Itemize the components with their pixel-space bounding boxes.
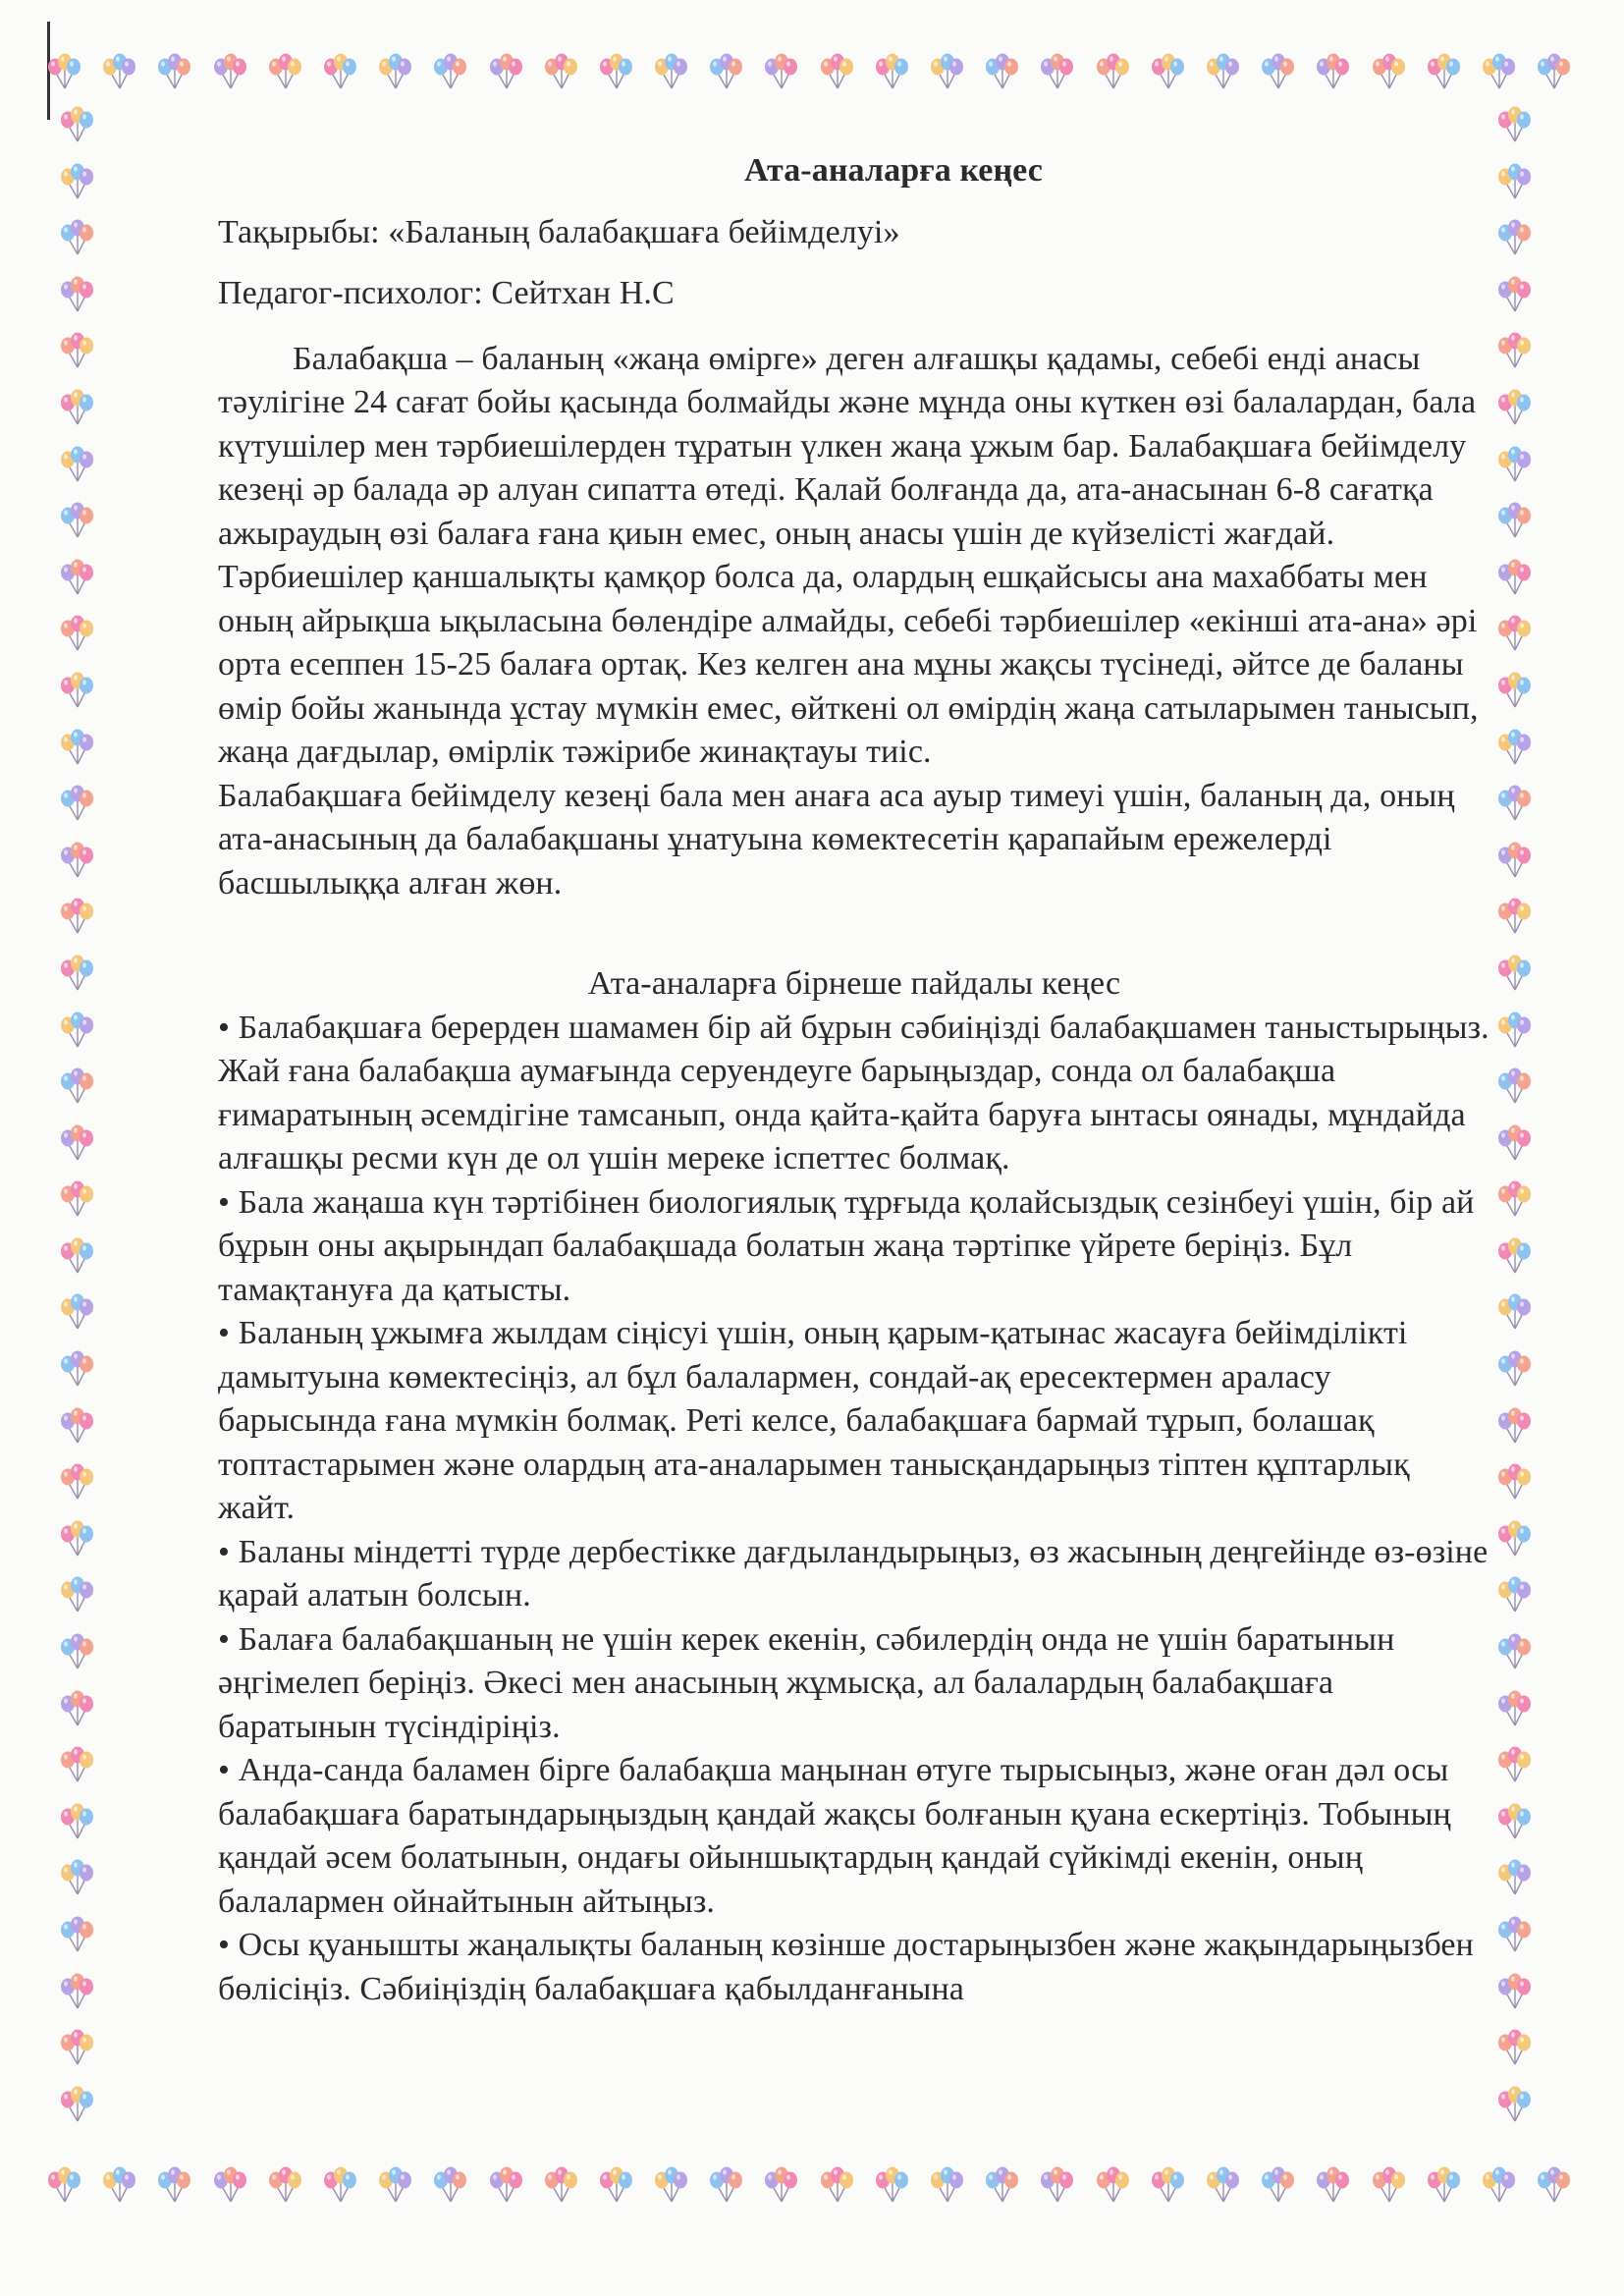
balloon-bunch-icon [429, 53, 470, 92]
balloon-bunch-icon [56, 559, 97, 598]
tip-item: • Балаға балабақшаның не үшін керек екенін, сәбилердің онда не үшін баратынын әңгімелеп беріңіз. Әкесі мен анасының жұмысқа, ал балалардың балабақшаға баратынын түсіндіріңіз. [218, 1620, 1395, 1745]
balloon-bunch-icon [56, 1520, 97, 1559]
balloon-bunch-icon [1493, 276, 1535, 315]
balloon-bunch-icon [1493, 1916, 1535, 1955]
balloon-bunch-icon [1493, 898, 1535, 937]
balloon-bunch-icon [56, 1350, 97, 1390]
balloon-bunch-icon [1312, 2166, 1353, 2206]
balloon-bunch-icon [1533, 53, 1574, 92]
balloon-bunch-icon [1493, 842, 1535, 881]
balloon-bunch-icon [705, 53, 746, 92]
tip-item: • Осы қуанышты жаңалықты баланың көзінше достарыңызбен және жақындарыңызбен бөлісіңіз. Сәбиіңіздің балабақшаға қабылданғанына [218, 1927, 1474, 2007]
balloon-border-bottom [43, 2164, 1585, 2208]
balloon-bunch-icon [1036, 53, 1077, 92]
balloon-bunch-icon [153, 2166, 194, 2206]
balloon-bunch-icon [595, 53, 636, 92]
balloon-bunch-icon [319, 53, 360, 92]
balloon-bunch-icon [1493, 1011, 1535, 1051]
balloon-bunch-icon [56, 1916, 97, 1955]
balloon-bunch-icon [540, 2166, 581, 2206]
balloon-bunch-icon [56, 672, 97, 711]
balloon-bunch-icon [1147, 53, 1188, 92]
balloon-bunch-icon [1493, 163, 1535, 202]
balloon-bunch-icon [429, 2166, 470, 2206]
balloon-bunch-icon [1493, 1690, 1535, 1729]
balloon-bunch-icon [1493, 389, 1535, 428]
balloon-bunch-icon [56, 898, 97, 937]
balloon-bunch-icon [43, 53, 84, 92]
balloon-bunch-icon [1493, 1859, 1535, 1898]
balloon-bunch-icon [56, 1237, 97, 1277]
balloon-bunch-icon [1092, 2166, 1133, 2206]
balloon-bunch-icon [1533, 2166, 1574, 2206]
balloon-bunch-icon [650, 2166, 691, 2206]
balloon-bunch-icon [1493, 785, 1535, 824]
balloon-bunch-icon [1493, 1350, 1535, 1390]
balloon-bunch-icon [1312, 53, 1353, 92]
balloon-bunch-icon [1493, 2029, 1535, 2068]
balloon-bunch-icon [1478, 53, 1519, 92]
balloon-bunch-icon [1257, 53, 1298, 92]
tip-item: • Баланы міндетті түрде дербестікке дағдыландырыңыз, өз жасының деңгейінде өз-өзіне қарай алатын болсын. [218, 1533, 1489, 1613]
balloon-bunch-icon [153, 53, 194, 92]
balloon-bunch-icon [56, 729, 97, 768]
balloon-bunch-icon [650, 53, 691, 92]
balloon-bunch-icon [1493, 1067, 1535, 1107]
balloon-border-top [43, 51, 1585, 94]
balloon-bunch-icon [1423, 53, 1464, 92]
balloon-bunch-icon [56, 106, 97, 145]
balloon-bunch-icon [981, 53, 1022, 92]
balloon-bunch-icon [56, 1124, 97, 1164]
author-line: Педагог-психолог: Сейтхан Н.С [218, 275, 675, 311]
balloon-bunch-icon [1493, 729, 1535, 768]
balloon-bunch-icon [56, 1859, 97, 1898]
balloon-bunch-icon [1493, 559, 1535, 598]
balloon-bunch-icon [760, 2166, 801, 2206]
balloon-bunch-icon [816, 53, 857, 92]
balloon-bunch-icon [56, 1293, 97, 1333]
balloon-bunch-icon [981, 2166, 1022, 2206]
balloon-bunch-icon [56, 1463, 97, 1503]
balloon-border-right [1492, 106, 1536, 2159]
balloon-bunch-icon [98, 53, 139, 92]
balloon-bunch-icon [56, 615, 97, 654]
balloon-bunch-icon [1493, 1237, 1535, 1277]
balloon-bunch-icon [56, 1407, 97, 1447]
balloon-bunch-icon [43, 2166, 84, 2206]
balloon-bunch-icon [926, 53, 967, 92]
balloon-bunch-icon [56, 163, 97, 202]
balloon-bunch-icon [1202, 53, 1243, 92]
balloon-bunch-icon [56, 332, 97, 371]
balloon-bunch-icon [1493, 615, 1535, 654]
balloon-bunch-icon [1493, 1293, 1535, 1333]
balloon-bunch-icon [705, 2166, 746, 2206]
balloon-bunch-icon [56, 1011, 97, 1051]
balloon-bunch-icon [1493, 672, 1535, 711]
balloon-bunch-icon [56, 276, 97, 315]
balloon-bunch-icon [56, 1633, 97, 1672]
balloon-bunch-icon [485, 53, 526, 92]
balloon-bunch-icon [1423, 2166, 1464, 2206]
balloon-bunch-icon [209, 2166, 250, 2206]
balloon-bunch-icon [760, 53, 801, 92]
balloon-bunch-icon [1036, 2166, 1077, 2206]
balloon-bunch-icon [56, 1973, 97, 2012]
balloon-bunch-icon [56, 2029, 97, 2068]
balloon-bunch-icon [56, 1690, 97, 1729]
balloon-bunch-icon [485, 2166, 526, 2206]
balloon-bunch-icon [1493, 1407, 1535, 1447]
topic-line: Тақырыбы: «Баланың балабақшаға бейімделуі» [218, 213, 900, 250]
balloon-bunch-icon [595, 2166, 636, 2206]
balloon-bunch-icon [98, 2166, 139, 2206]
balloon-bunch-icon [56, 1746, 97, 1785]
balloon-bunch-icon [1147, 2166, 1188, 2206]
balloon-bunch-icon [926, 2166, 967, 2206]
balloon-bunch-icon [1092, 53, 1133, 92]
balloon-bunch-icon [264, 2166, 305, 2206]
balloon-bunch-icon [56, 955, 97, 994]
balloon-bunch-icon [871, 53, 912, 92]
balloon-bunch-icon [56, 389, 97, 428]
balloon-bunch-icon [1478, 2166, 1519, 2206]
balloon-bunch-icon [1493, 1463, 1535, 1503]
balloon-bunch-icon [1493, 219, 1535, 258]
tip-item: • Баланың ұжымға жылдам сіңісуі үшін, оның қарым-қатынас жасауға бейімділікті дамытуына көмектесіңіз, ал бұл балалармен, сондай-ақ ересектермен араласу барысында ғана мүмкін болмақ. Реті келсе, балабақшаға бармай тұрып, болашақ топтастарымен және олардың ата-аналарымен танысқандарыңыз тіптен құптарлық жайт. [218, 1315, 1410, 1526]
document-title: Ата-аналарға кеңес [744, 152, 1043, 189]
balloon-bunch-icon [1493, 1124, 1535, 1164]
balloon-bunch-icon [1493, 955, 1535, 994]
balloon-bunch-icon [1493, 2086, 1535, 2125]
balloon-bunch-icon [56, 842, 97, 881]
balloon-bunch-icon [1493, 446, 1535, 485]
balloon-border-left [55, 106, 98, 2159]
balloon-bunch-icon [1493, 106, 1535, 145]
balloon-bunch-icon [1493, 1180, 1535, 1220]
intro-paragraph: Балабақша – баланың «жаңа өмірге» деген алғашқы қадамы, себебі енді анасы тәулігіне 24 сағат бойы қасында болмайды және мұнда оны күткен өзі балалардан, бала күтушілер мен тәрбиешілерден тұратын үлкен жаңа ұжым бар. Балабақшаға бейімделу кезеңі әр балада әр алуан сипатта өтеді. Қалай болғанда да, ата-анасынан 6-8 сағатқа ажыраудың өзі балаға ғана қиын емес, оның анасы үшін де күйзелісті жағдай. Тәрбиешілер қаншалықты қамқор болса да, олардың ешқайсысы ана махаббаты мен оның айрықша ықыласына бөлендіре алмайды, себебі тәрбиешілер «екінші ата-ана» әрі орта есеппен 15-25 балаға ортақ. Кез келген ана мұны жақсы түсінеді, әйтсе де баланы өмір бойы жанында ұстау мүмкін емес, өйткені ол өмірдің жаңа сатыларымен танысып, жаңа дағдылар, өмірлік тәжірибе жинақтауы тиіс. [218, 340, 1479, 770]
balloon-bunch-icon [1493, 1803, 1535, 1842]
balloon-bunch-icon [1493, 1576, 1535, 1615]
balloon-bunch-icon [56, 1067, 97, 1107]
balloon-bunch-icon [1493, 1633, 1535, 1672]
balloon-bunch-icon [56, 1180, 97, 1220]
balloon-bunch-icon [56, 785, 97, 824]
balloon-bunch-icon [1493, 1520, 1535, 1559]
tip-item: • Бала жаңаша күн тәртібінен биологиялық тұрғыда қолайсыздық сезінбеуі үшін, бір ай бұрын оны ақырындап балабақшада болатын жаңа тәртіпке үйрете беріңіз. Бұл тамақтануға да қатысты. [218, 1183, 1475, 1308]
balloon-bunch-icon [56, 2086, 97, 2125]
tip-item: • Анда-санда баламен бірге балабақша маңынан өтуге тырысыңыз, және оған дәл осы балабақшаға баратындарыңыздың қандай жақсы болғанын қуана ескертіңіз. Тобының қандай әсем болатынын, ондағы ойыншықтардың қандай сүйкімді екенін, оның балалармен ойнайтынын айтыңыз. [218, 1752, 1451, 1920]
balloon-bunch-icon [1368, 53, 1409, 92]
balloon-bunch-icon [1202, 2166, 1243, 2206]
balloon-bunch-icon [1493, 1973, 1535, 2012]
balloon-bunch-icon [374, 2166, 415, 2206]
balloon-bunch-icon [56, 219, 97, 258]
balloon-bunch-icon [264, 53, 305, 92]
balloon-bunch-icon [319, 2166, 360, 2206]
balloon-bunch-icon [1257, 2166, 1298, 2206]
balloon-bunch-icon [1493, 1746, 1535, 1785]
balloon-bunch-icon [56, 502, 97, 541]
balloon-bunch-icon [1493, 332, 1535, 371]
balloon-bunch-icon [374, 53, 415, 92]
tips-list [218, 1007, 1490, 2012]
tip-item: • Балабақшаға берерден шамамен бір ай бұрын сәбиіңізді балабақшамен таныстырыңыз. Жай ғана балабақша аумағында серуендеуге барыңыздар, сонда ол балабақша ғимаратының әсемдігіне тамсанып, онда қайта-қайта баруға ынтасы оянады, мұндайда алғашқы ресми күн де ол үшін мереке іспеттес болмақ. [218, 1009, 1489, 1176]
section-title: Ата-аналарға бірнеше пайдалы кеңес [587, 965, 1121, 1002]
balloon-bunch-icon [540, 53, 581, 92]
balloon-bunch-icon [56, 1803, 97, 1842]
balloon-bunch-icon [209, 53, 250, 92]
balloon-bunch-icon [1493, 502, 1535, 541]
balloon-bunch-icon [56, 446, 97, 485]
balloon-bunch-icon [816, 2166, 857, 2206]
second-paragraph: Балабақшаға бейімделу кезеңі бала мен анаға аса ауыр тимеуі үшін, баланың да, оның ата-анасының да балабақшаны ұнатуына көмектесетін қарапайым ережелерді басшылыққа алған жөн. [218, 777, 1455, 902]
balloon-bunch-icon [56, 1576, 97, 1615]
document-body [218, 137, 1490, 2011]
balloon-bunch-icon [1368, 2166, 1409, 2206]
balloon-bunch-icon [871, 2166, 912, 2206]
